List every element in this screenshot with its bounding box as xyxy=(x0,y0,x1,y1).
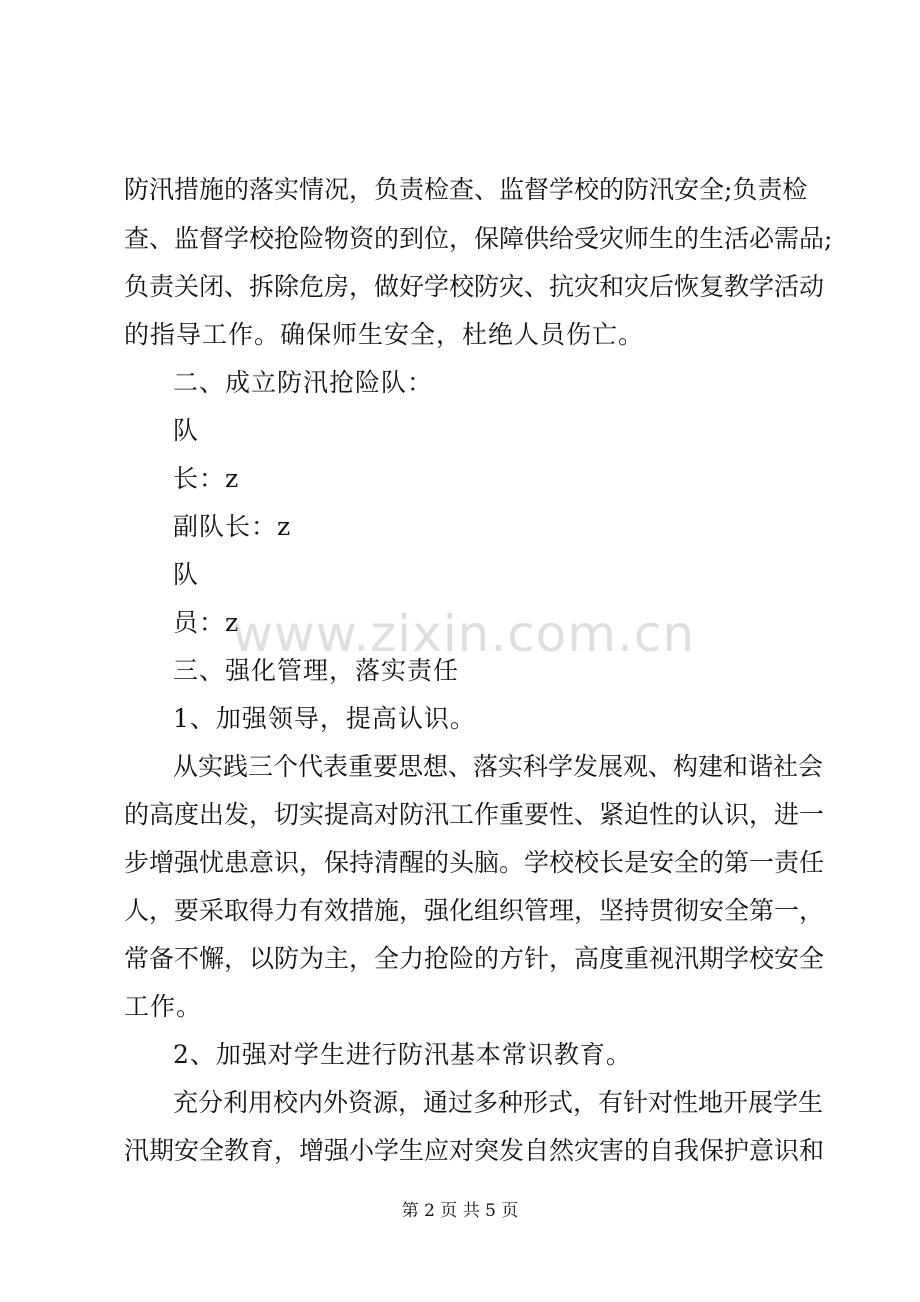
paragraph-line: 负责关闭、拆除危房，做好学校防灾、抗灾和灾后恢复教学活动 xyxy=(124,272,825,301)
paragraph-line: 步增强忧患意识，保持清醒的头脑。学校校长是安全的第一责任 xyxy=(124,848,825,877)
paragraph-line: 的指导工作。确保师生安全，杜绝人员伤亡。 xyxy=(124,320,645,349)
paragraph-line: 常备不懈，以防为主，全力抢险的方针，高度重视汛期学校安全 xyxy=(124,944,825,973)
member-label-part2: 员：z xyxy=(173,608,240,637)
subsection-heading: 2、加强对学生进行防汛基本常识教育。 xyxy=(173,1040,632,1069)
team-leader-label-part1: 队 xyxy=(173,416,200,445)
paragraph-line: 工作。 xyxy=(124,992,203,1021)
paragraph-line: 人，要采取得力有效措施，强化组织管理，坚持贯彻安全第一， xyxy=(124,896,825,925)
section-heading: 二、成立防汛抢险队： xyxy=(173,368,434,397)
team-leader-label-part2: 长：z xyxy=(173,464,240,493)
vice-leader-label: 副队长：z xyxy=(173,512,292,541)
member-label-part1: 队 xyxy=(173,560,200,589)
subsection-heading: 1、加强领导，提高认识。 xyxy=(173,704,476,733)
paragraph-line: 充分利用校内外资源，通过多种形式，有针对性地开展学生 xyxy=(173,1088,824,1117)
paragraph-line: 查、监督学校抢险物资的到位，保障供给受灾师生的生活必需品; xyxy=(124,224,833,253)
paragraph-line: 从实践三个代表重要思想、落实科学发展观、构建和谐社会 xyxy=(173,752,824,781)
section-heading: 三、强化管理，落实责任 xyxy=(173,656,460,685)
paragraph-line: 汛期安全教育，增强小学生应对突发自然灾害的自我保护意识和 xyxy=(124,1136,825,1165)
paragraph-line: 的高度出发，切实提高对防汛工作重要性、紧迫性的认识，进一 xyxy=(124,800,825,829)
watermark: www.zixin.com.cn xyxy=(232,605,696,663)
paragraph-line: 防汛措施的落实情况，负责检查、监督学校的防汛安全;负责检 xyxy=(124,175,808,204)
page-footer: 第 2 页 共 5 页 xyxy=(401,1201,519,1221)
